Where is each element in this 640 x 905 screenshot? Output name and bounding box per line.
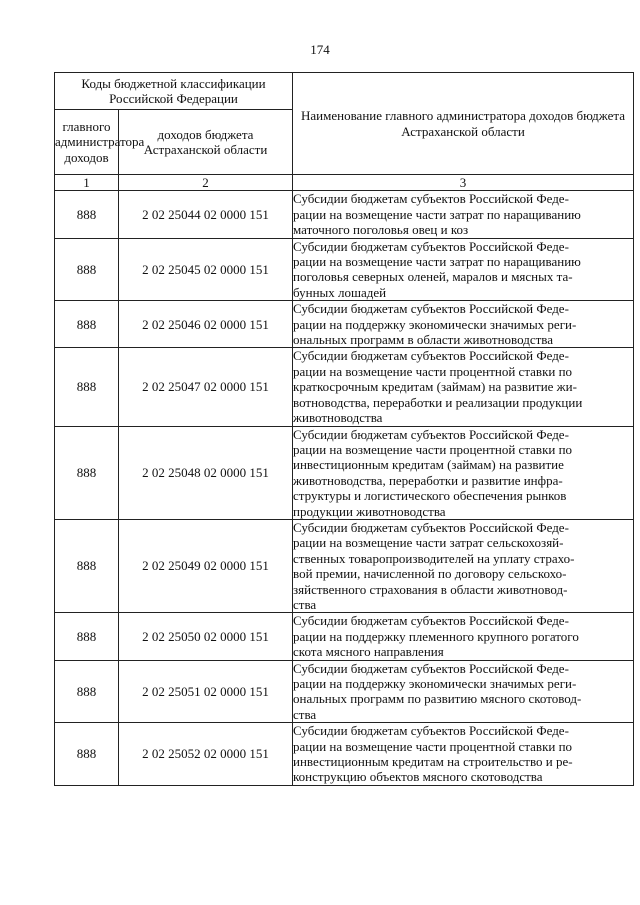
budget-classification-table [54,72,634,786]
income-name-line: Субсидии бюджетам субъектов Российской Феде- [293,723,569,739]
table-row [55,191,634,238]
income-name-line: Субсидии бюджетам субъектов Российской Феде- [293,191,569,207]
income-name-line: ональных программ в области животноводства [293,332,554,348]
income-name-line: Субсидии бюджетам субъектов Российской Феде- [293,238,569,254]
admin-code-cell: 888 [55,426,119,519]
admin-code-cell: 888 [55,660,119,723]
income-code-cell: 2 02 25046 02 0000 151 [119,301,293,348]
income-code-cell: 2 02 25052 02 0000 151 [119,723,293,786]
income-name-line: ства [293,706,317,722]
income-name-cell [293,348,634,426]
income-name-line: поголовья северных оленей, маралов и мясных та- [293,269,573,285]
income-name-cell [293,723,634,786]
table-row [55,348,634,426]
admin-code-cell: 888 [55,723,119,786]
table-row [55,613,634,660]
admin-code-cell: 888 [55,238,119,301]
income-name-line: Субсидии бюджетам субъектов Российской Феде- [293,519,569,535]
income-name-line: рации на возмещение части затрат по наращиванию [293,254,581,270]
income-code-cell: 2 02 25048 02 0000 151 [119,426,293,519]
income-code-cell: 2 02 25044 02 0000 151 [119,191,293,238]
income-name-line: Субсидии бюджетам субъектов Российской Феде- [293,660,569,676]
income-code-cell: 2 02 25047 02 0000 151 [119,348,293,426]
income-name-line: Субсидии бюджетам субъектов Российской Феде- [293,426,569,442]
income-name-cell [293,660,634,723]
table-row [55,301,634,348]
admin-code-cell: 888 [55,191,119,238]
page-number: 174 [310,42,330,57]
income-name-line: маточного поголовья овец и коз [293,222,469,238]
income-name-cell [293,613,634,660]
table-row [55,723,634,786]
column-number-2: 2 [119,175,293,191]
income-name-line: инвестиционным кредитам на строительство и ре- [293,754,573,770]
income-name-line: рации на поддержку экономически значимых реги- [293,316,577,332]
income-name-cell [293,191,634,238]
column-number-1: 1 [55,175,119,191]
admin-code-cell: 888 [55,348,119,426]
income-code-cell: 2 02 25051 02 0000 151 [119,660,293,723]
income-name-line: конструкцию объектов мясного скотоводства [293,769,543,785]
column-number-3: 3 [293,175,634,191]
income-name-line: Субсидии бюджетам субъектов Российской Феде- [293,613,569,629]
income-name-line: рации на возмещение части процентной ставки по [293,738,573,754]
income-name-cell [293,426,634,519]
income-code-cell: 2 02 25050 02 0000 151 [119,613,293,660]
income-code-cell: 2 02 25049 02 0000 151 [119,519,293,612]
income-name-line: рации на возмещение части процентной ставки по [293,363,573,379]
income-name-line: структуры и логистического обеспечения рынков [293,488,567,504]
admin-code-cell: 888 [55,301,119,348]
income-name-line: рации на возмещение части затрат по наращиванию [293,206,581,222]
income-name-line: инвестиционным кредитам (займам) на развитие [293,457,564,473]
income-name-cell [293,238,634,301]
income-name-line: Субсидии бюджетам субъектов Российской Феде- [293,348,569,364]
table-row [55,426,634,519]
income-name-cell [293,301,634,348]
income-name-line: вой премии, начисленной по договору сельскохо- [293,566,567,582]
income-name-line: животноводства, переработки и развитие инфра- [293,472,563,488]
income-code-cell: 2 02 25045 02 0000 151 [119,238,293,301]
table-row [55,238,634,301]
income-name-line: скота мясного направления [293,644,444,660]
income-name-line: рации на возмещение части процентной ставки по [293,441,573,457]
income-name-line: Субсидии бюджетам субъектов Российской Феде- [293,301,569,317]
table-row [55,519,634,612]
income-name-line: ства [293,596,317,612]
income-name-line: животноводства [293,410,383,426]
header-group-title: Коды бюджетной классификации Российской Федерации [55,73,293,110]
admin-code-cell: 888 [55,519,119,612]
admin-code-cell: 888 [55,613,119,660]
income-name-cell [293,519,634,612]
income-name-line: ственных товаропроизводителей на уплату страхо- [293,550,575,566]
income-name-line: вотноводства, переработки и реализации продукции [293,394,583,410]
income-name-line: краткосрочным кредитам (займам) на развитие жи- [293,379,577,395]
income-name-line: зяйственного страхования в области животновод- [293,581,568,597]
income-name-line: продукции животноводства [293,503,446,519]
income-name-line: ональных программ по развитию мясного скотовод- [293,691,582,707]
income-name-line: бунных лошадей [293,284,387,300]
income-name-line: рации на возмещение части затрат сельскохозяй- [293,535,564,551]
income-name-line: рации на поддержку экономически значимых реги- [293,676,577,691]
income-name-line: рации на поддержку племенного крупного рогатого [293,628,579,644]
header-col1: главного администратора доходов [55,110,119,175]
table-row [55,660,634,723]
header-col3: Наименование главного администратора доходов бюджета Астраханской области [293,73,634,175]
header-col2: доходов бюджета Астраханской области [119,110,293,175]
